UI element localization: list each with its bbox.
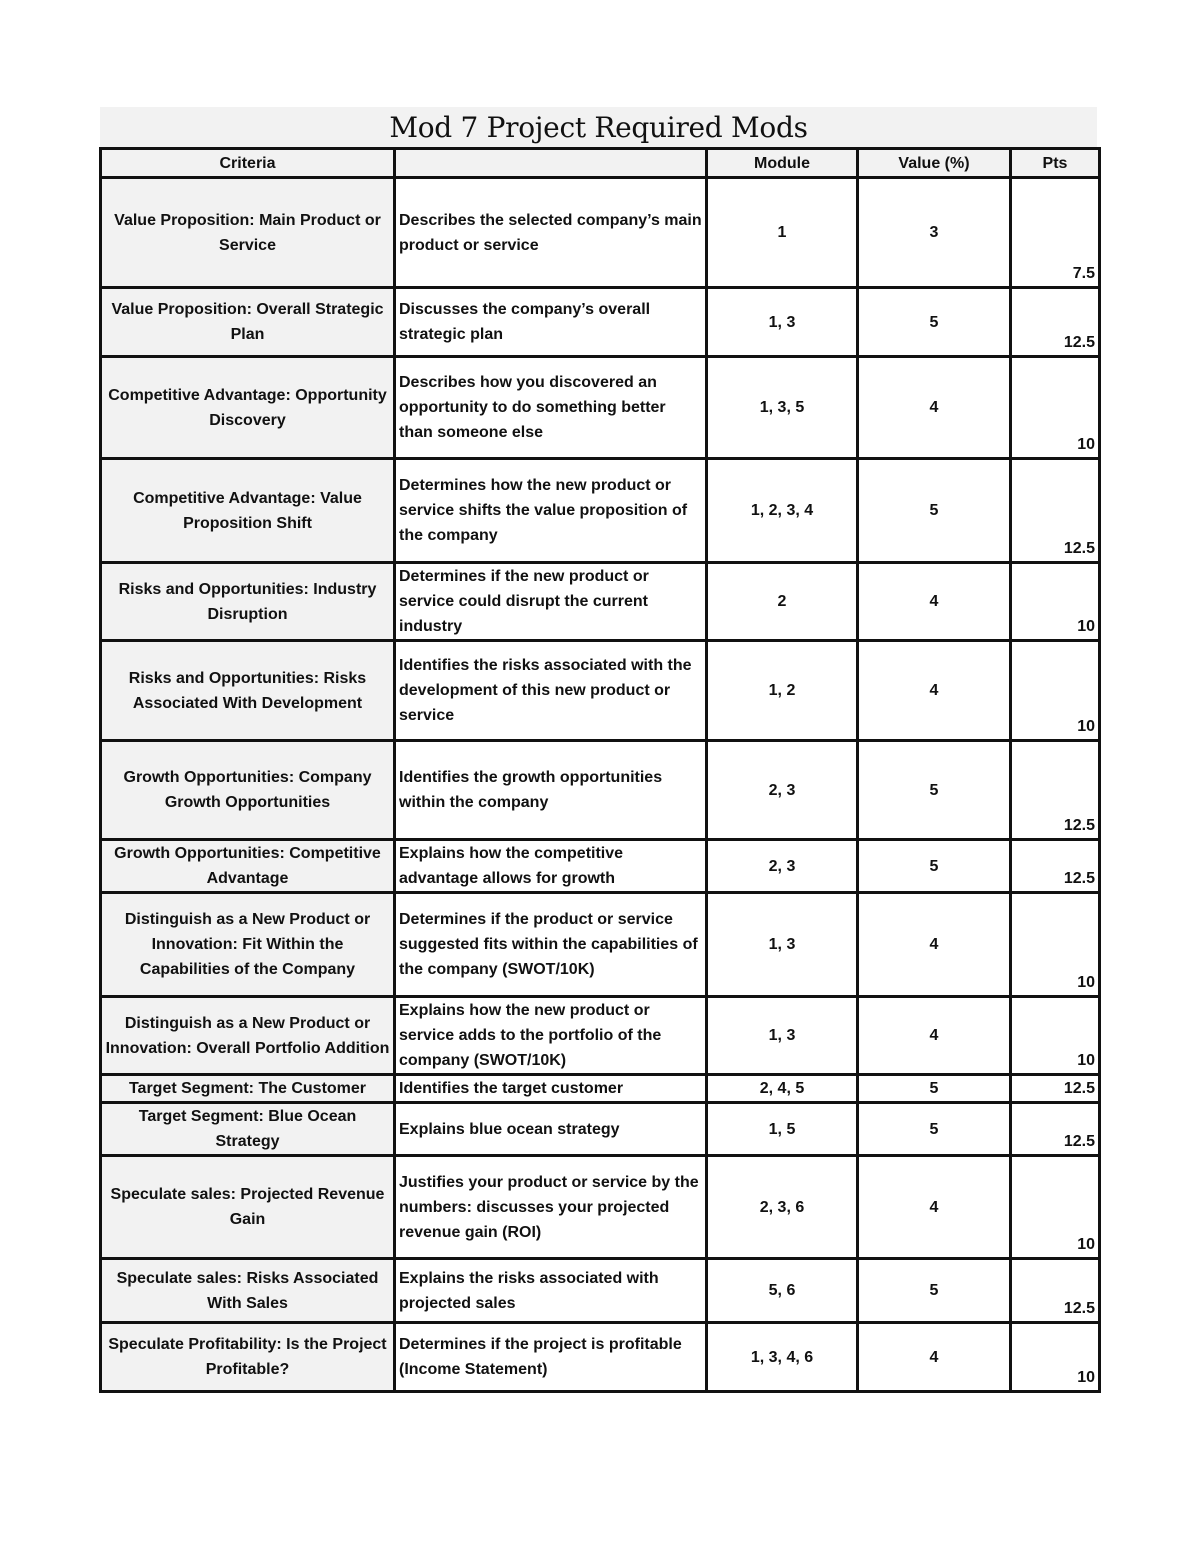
pts-cell: 12.5 — [1011, 840, 1100, 893]
description-cell: Discusses the company’s overall strategic plan — [395, 288, 707, 357]
description-cell: Identifies the risks associated with the development of this new product or service — [395, 641, 707, 741]
criteria-cell: Growth Opportunities: Company Growth Opportunities — [101, 741, 395, 840]
value-cell: 5 — [858, 1075, 1011, 1103]
header-criteria: Criteria — [101, 149, 395, 178]
document-title: Mod 7 Project Required Mods — [389, 111, 808, 144]
criteria-cell: Competitive Advantage: Value Proposition Shift — [101, 459, 395, 563]
criteria-cell: Target Segment: Blue Ocean Strategy — [101, 1103, 395, 1156]
criteria-cell: Value Proposition: Overall Strategic Plan — [101, 288, 395, 357]
value-cell: 5 — [858, 1259, 1011, 1323]
module-cell: 1, 3, 4, 6 — [707, 1323, 858, 1392]
header-value: Value (%) — [858, 149, 1011, 178]
table-row — [101, 1323, 1100, 1392]
pts-cell: 12.5 — [1011, 459, 1100, 563]
table-row — [101, 288, 1100, 357]
criteria-cell: Risks and Opportunities: Risks Associated With Development — [101, 641, 395, 741]
value-cell: 4 — [858, 641, 1011, 741]
description-cell: Determines if the product or service suggested fits within the capabilities of the company (SWOT/10K) — [395, 893, 707, 997]
criteria-cell: Competitive Advantage: Opportunity Discovery — [101, 357, 395, 459]
criteria-cell: Distinguish as a New Product or Innovation: Overall Portfolio Addition — [101, 997, 395, 1075]
description-cell: Explains how the competitive advantage allows for growth — [395, 840, 707, 893]
module-cell: 2 — [707, 563, 858, 641]
description-cell: Explains the risks associated with projected sales — [395, 1259, 707, 1323]
table-row — [101, 357, 1100, 459]
table-row — [101, 1259, 1100, 1323]
module-cell: 1, 5 — [707, 1103, 858, 1156]
pts-cell: 7.5 — [1011, 178, 1100, 288]
value-cell: 4 — [858, 997, 1011, 1075]
module-cell: 1 — [707, 178, 858, 288]
module-cell: 1, 3, 5 — [707, 357, 858, 459]
table-row — [101, 893, 1100, 997]
value-cell: 4 — [858, 563, 1011, 641]
value-cell: 4 — [858, 1156, 1011, 1259]
value-cell: 4 — [858, 357, 1011, 459]
description-cell: Describes the selected company’s main product or service — [395, 178, 707, 288]
module-cell: 1, 3 — [707, 997, 858, 1075]
pts-cell: 10 — [1011, 563, 1100, 641]
module-cell: 1, 3 — [707, 288, 858, 357]
description-cell: Justifies your product or service by the numbers: discusses your projected revenue gain (ROI) — [395, 1156, 707, 1259]
description-cell: Identifies the target customer — [395, 1075, 707, 1103]
table-row — [101, 459, 1100, 563]
pts-cell: 10 — [1011, 1323, 1100, 1392]
header-description — [395, 149, 707, 178]
value-cell: 5 — [858, 741, 1011, 840]
module-cell: 1, 3 — [707, 893, 858, 997]
pts-cell: 12.5 — [1011, 1103, 1100, 1156]
criteria-cell: Growth Opportunities: Competitive Advantage — [101, 840, 395, 893]
criteria-cell: Speculate sales: Risks Associated With Sales — [101, 1259, 395, 1323]
pts-cell: 10 — [1011, 641, 1100, 741]
table-row — [101, 741, 1100, 840]
pts-cell: 10 — [1011, 357, 1100, 459]
description-cell: Determines if the new product or service could disrupt the current industry — [395, 563, 707, 641]
description-cell: Identifies the growth opportunities within the company — [395, 741, 707, 840]
pts-cell: 10 — [1011, 1156, 1100, 1259]
module-cell: 1, 2, 3, 4 — [707, 459, 858, 563]
description-cell: Explains blue ocean strategy — [395, 1103, 707, 1156]
rubric-table — [99, 147, 1101, 1393]
table-row — [101, 840, 1100, 893]
table-header-row — [101, 149, 1100, 178]
table-row — [101, 563, 1100, 641]
value-cell: 5 — [858, 459, 1011, 563]
value-cell: 4 — [858, 1323, 1011, 1392]
pts-cell: 12.5 — [1011, 288, 1100, 357]
module-cell: 2, 3 — [707, 840, 858, 893]
description-cell: Describes how you discovered an opportunity to do something better than someone else — [395, 357, 707, 459]
criteria-cell: Distinguish as a New Product or Innovation: Fit Within the Capabilities of the Company — [101, 893, 395, 997]
value-cell: 5 — [858, 1103, 1011, 1156]
table-row — [101, 1103, 1100, 1156]
pts-cell: 12.5 — [1011, 1259, 1100, 1323]
criteria-cell: Risks and Opportunities: Industry Disruption — [101, 563, 395, 641]
criteria-cell: Speculate Profitability: Is the Project Profitable? — [101, 1323, 395, 1392]
table-row — [101, 641, 1100, 741]
table-row — [101, 1156, 1100, 1259]
header-module: Module — [707, 149, 858, 178]
value-cell: 5 — [858, 288, 1011, 357]
description-cell: Determines how the new product or service shifts the value proposition of the company — [395, 459, 707, 563]
criteria-cell: Value Proposition: Main Product or Service — [101, 178, 395, 288]
pts-cell: 12.5 — [1011, 1075, 1100, 1103]
value-cell: 3 — [858, 178, 1011, 288]
description-cell: Determines if the project is profitable (Income Statement) — [395, 1323, 707, 1392]
pts-cell: 10 — [1011, 997, 1100, 1075]
header-pts: Pts — [1011, 149, 1100, 178]
table-row — [101, 1075, 1100, 1103]
pts-cell: 12.5 — [1011, 741, 1100, 840]
table-row — [101, 178, 1100, 288]
module-cell: 2, 3, 6 — [707, 1156, 858, 1259]
module-cell: 2, 4, 5 — [707, 1075, 858, 1103]
module-cell: 5, 6 — [707, 1259, 858, 1323]
pts-cell: 10 — [1011, 893, 1100, 997]
criteria-cell: Speculate sales: Projected Revenue Gain — [101, 1156, 395, 1259]
value-cell: 4 — [858, 893, 1011, 997]
module-cell: 2, 3 — [707, 741, 858, 840]
table-row — [101, 997, 1100, 1075]
value-cell: 5 — [858, 840, 1011, 893]
description-cell: Explains how the new product or service adds to the portfolio of the company (SWOT/10K) — [395, 997, 707, 1075]
module-cell: 1, 2 — [707, 641, 858, 741]
criteria-cell: Target Segment: The Customer — [101, 1075, 395, 1103]
